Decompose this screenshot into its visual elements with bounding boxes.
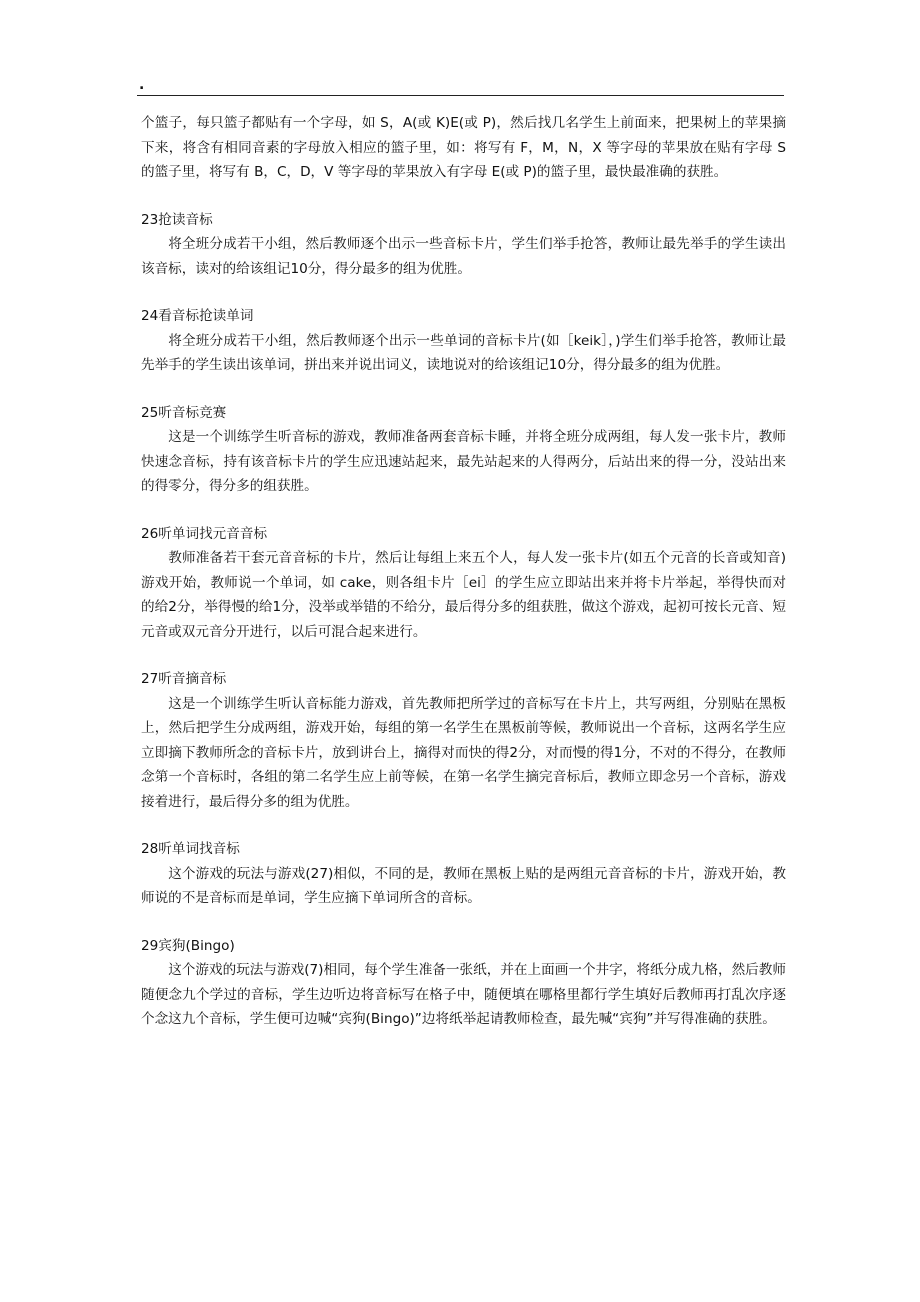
- header-rule: [137, 95, 784, 96]
- section-title: 29宾狗(Bingo): [141, 937, 235, 954]
- section-title: 25听音标竞赛: [141, 404, 227, 421]
- section-body: 这个游戏的玩法与游戏(27)相似，不同的是，教师在黑板上贴的是两组元音音标的卡片，游戏开始，教师说的不是音标而是单词，学生应摘下单词所含的音标。: [141, 865, 786, 906]
- section-26: [141, 522, 786, 645]
- document-body: [141, 111, 786, 1032]
- section-title: 26听单词找元音音标: [141, 525, 268, 542]
- section-23: [141, 208, 786, 282]
- header-mark: .: [139, 77, 145, 93]
- section-28: [141, 837, 786, 911]
- section-25: [141, 401, 786, 499]
- section-title: 27听音摘音标: [141, 671, 227, 687]
- section-29: [141, 934, 786, 1032]
- section-body: 教师准备若干套元音音标的卡片，然后让每组上来五个人，每人发一张卡片(如五个元音的长音或知音)游戏开始，教师说一个单词，如 cake，则各组卡片［ei］的学生应立即站出来并将卡片举起，举得快而对的给2分，举得慢的给1分，没举或举错的不给分，最后得分多的组获胜，做这个游戏，起初可按长元音、短元音或双元音分开进行，以后可混合起来进行。: [141, 550, 786, 640]
- section-body: 将全班分成若干小组，然后教师逐个出示一些单词的音标卡片(如［keik］，)学生们举手抢答，教师让最先举手的学生读出该单词，拼出来并说出词义，读地说对的给该组记10分，得分最多的组为优胜。: [141, 332, 786, 373]
- section-title: 24看音标抢读单词: [141, 308, 254, 324]
- section-body: 这是一个训练学生听认音标能力游戏，首先教师把所学过的音标写在卡片上，共写两组，分别贴在黑板上，然后把学生分成两组，游戏开始，每组的第一名学生在黑板前等候，教师说出一个音标，这两名学生应立即摘下教师所念的音标卡片，放到讲台上，摘得对而快的得2分，对而慢的得1分，不对的不得分，在教师念第一个音标时，各组的第二名学生应上前等候，在第一名学生摘完音标后，教师立即念另一个音标，游戏接着进行，最后得分多的组为优胜。: [141, 695, 786, 810]
- section-title: 28听单词找音标: [141, 841, 240, 857]
- section-27: [141, 667, 786, 814]
- intro-paragraph: 个篮子，每只篮子都贴有一个字母，如 S，A(或 K)E(或 P)，然后找几名学生上前面来，把果树上的苹果摘下来，将含有相同音素的字母放入相应的篮子里，如：将写有 F，M，N，X 等字母的苹果放在贴有字母 S 的篮子里，将写有 B，C，D，V 等字母的苹果放入有字母 E(或 P)的篮子里，最快最准确的获胜。: [141, 115, 786, 180]
- section-body: 这个游戏的玩法与游戏(7)相同，每个学生准备一张纸，并在上面画一个井字，将纸分成九格，然后教师随便念九个学过的音标，学生边听边将音标写在格子中，随便填在哪格里都行学生填好后教师再打乱次序逐个念这九个音标，学生便可边喊“宾狗(Bingo)”边将纸举起请教师检查，最先喊“宾狗”并写得准确的获胜。: [141, 962, 786, 1027]
- section-title: 23抢读音标: [141, 211, 213, 228]
- section-24: [141, 304, 786, 378]
- section-body: 这是一个训练学生听音标的游戏，教师准备两套音标卡睡，并将全班分成两组，每人发一张卡片，教师快速念音标，持有该音标卡片的学生应迅速站起来，最先站起来的人得两分，后站出来的得一分，没站出来的得零分，得分多的组获胜。: [141, 429, 786, 494]
- section-body: 将全班分成若干小组，然后教师逐个出示一些音标卡片，学生们举手抢答，教师让最先举手的学生读出该音标，读对的给该组记10分，得分最多的组为优胜。: [141, 236, 786, 277]
